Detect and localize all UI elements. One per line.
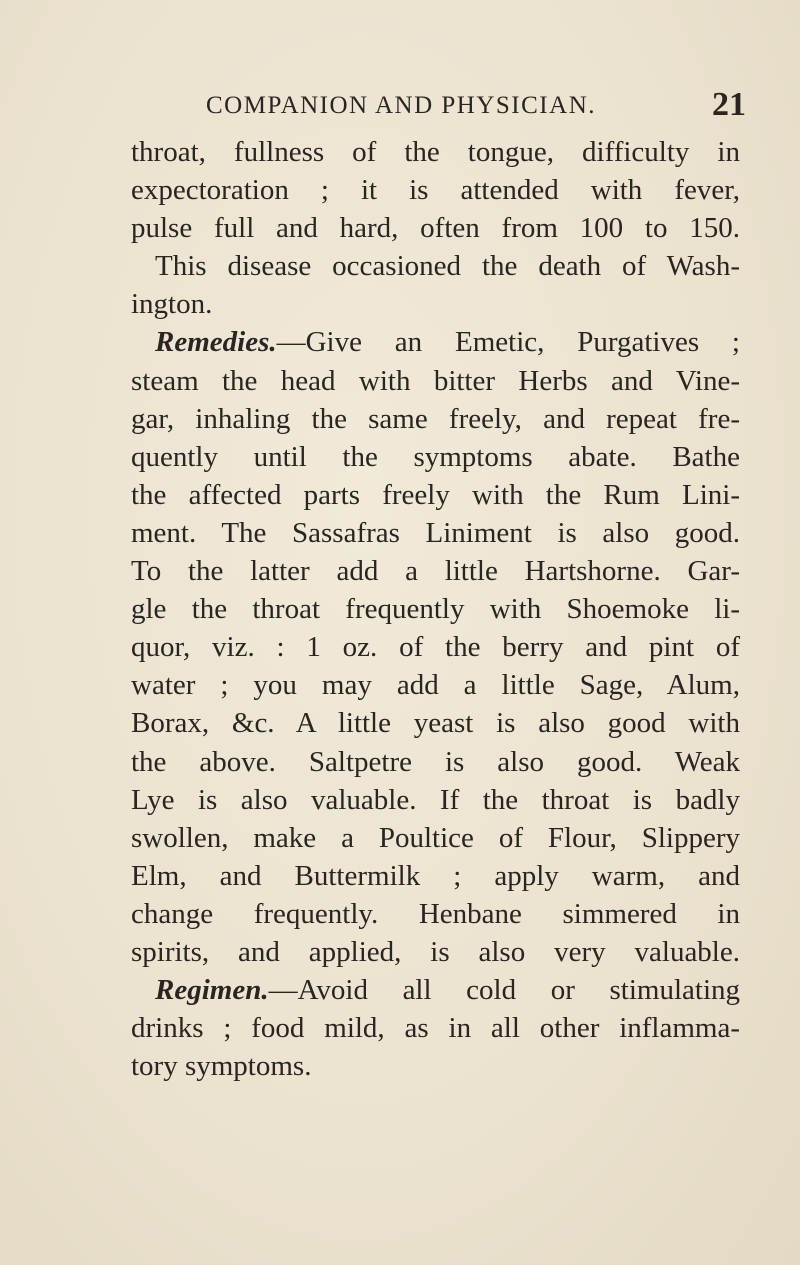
text-line: quor, viz. : 1 oz. of the berry and pint of bbox=[131, 631, 740, 664]
text-line: water ; you may add a little Sage, Alum, bbox=[131, 669, 740, 702]
text-line: the above. Saltpetre is also good. Weak bbox=[131, 745, 740, 778]
running-title: COMPANION AND PHYSICIAN. bbox=[206, 92, 596, 119]
running-head bbox=[206, 86, 746, 130]
text-line: ment. The Sassafras Liniment is also good. bbox=[131, 516, 740, 549]
page-number: 21 bbox=[712, 86, 746, 123]
text-line: change frequently. Henbane simmered in bbox=[131, 897, 740, 930]
text-line: the affected parts freely with the Rum Lini- bbox=[131, 478, 740, 511]
text-line: expectoration ; it is attended with fever, bbox=[131, 174, 740, 207]
text-line: This disease occasioned the death of Wash- bbox=[155, 250, 740, 283]
text-line: drinks ; food mild, as in all other inflamma- bbox=[131, 1012, 740, 1045]
text-line: gar, inhaling the same freely, and repeat fre- bbox=[131, 402, 740, 435]
text-line bbox=[131, 323, 740, 361]
text-line: spirits, and applied, is also very valuable. bbox=[131, 935, 740, 968]
text-line: steam the head with bitter Herbs and Vine- bbox=[131, 364, 740, 397]
text-line: Borax, &c. A little yeast is also good with bbox=[131, 707, 740, 740]
text-line: throat, fullness of the tongue, difficulty in bbox=[131, 136, 740, 168]
section-head-remedies: Remedies. bbox=[155, 326, 277, 359]
body-text bbox=[131, 133, 740, 1085]
text-line-rest: —Avoid all cold or stimulating bbox=[268, 974, 740, 1007]
text-line: quently until the symptoms abate. Bathe bbox=[131, 440, 740, 473]
text-line: ington. bbox=[131, 288, 213, 321]
text-line: To the latter add a little Hartshorne. Gar- bbox=[131, 555, 740, 588]
text-line bbox=[131, 971, 740, 1009]
text-line: tory symptoms. bbox=[131, 1050, 312, 1083]
section-head-regimen: Regimen. bbox=[155, 974, 269, 1007]
text-line-rest: —Give an Emetic, Purgatives ; bbox=[276, 326, 740, 359]
text-line: pulse full and hard, often from 100 to 150. bbox=[131, 212, 740, 245]
text-line: swollen, make a Poultice of Flour, Slippery bbox=[131, 821, 740, 854]
text-line: Lye is also valuable. If the throat is badly bbox=[131, 783, 740, 816]
text-line: Elm, and Buttermilk ; apply warm, and bbox=[131, 859, 740, 892]
text-line: gle the throat frequently with Shoemoke li- bbox=[131, 593, 740, 626]
